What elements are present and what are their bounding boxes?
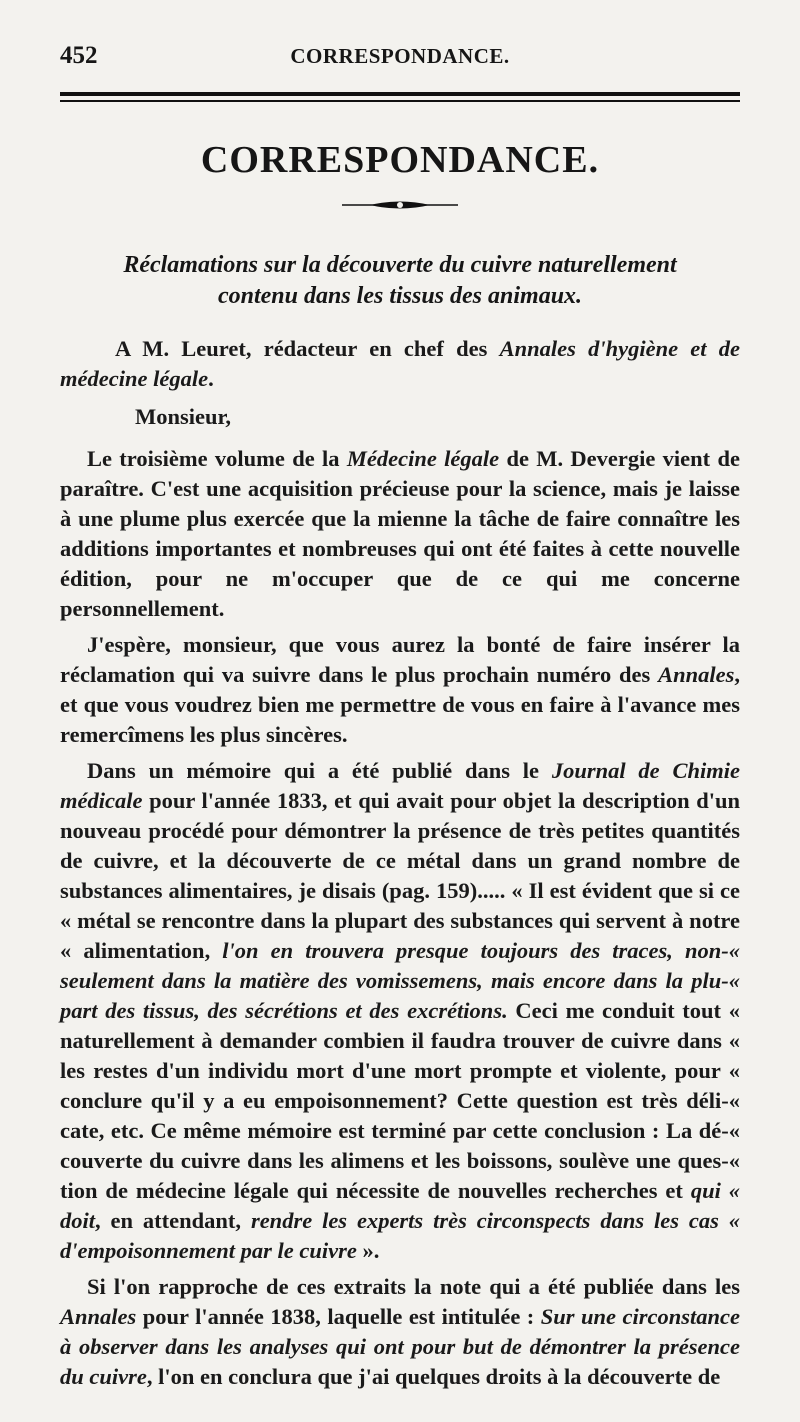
paragraph-4-text-a: Si l'on rapproche de ces extraits la note qui a été publiée dans les xyxy=(87,1274,740,1299)
paragraph-3-quote-italic-3: rendre les experts très circonspects dans les cas « d'empoisonnement par le cuivre xyxy=(60,1208,740,1263)
article-heading xyxy=(60,250,740,312)
letter-body xyxy=(60,334,740,1398)
paragraph-2-text-a: J'espère, monsieur, que vous aurez la bonté de faire insérer la réclamation qui va suivre dans le plus prochain numéro des xyxy=(60,632,740,687)
paragraph-3-quote-italic-1: l'on en trouvera presque toujours des traces, non-« seulement dans la matière des vomissemens, mais encore dans la plu-« part des tissus, des sécrétions et des excrétions. xyxy=(60,938,740,1023)
paragraph-3-text-c: Ceci me conduit tout « naturellement à demander combien il faudra trouver de cuivre dans « les restes d'un individu mort d'une mort prompte et violente, pour « conclure qu'il y a eu empoisonnement? Cette question est très déli-« cate, etc. Ce même mémoire est terminé par cette conclusion : La dé-« couverte du cuivre dans les alimens et les boissons, soulève une ques-« tion de médecine légale qui nécessite de nouvelles recherches et xyxy=(60,998,740,1203)
ornament-divider-icon xyxy=(340,198,460,212)
addressee-journal: Annales d'hygiène et de médecine légale xyxy=(60,336,740,391)
section-title: CORRESPONDANCE. xyxy=(200,139,600,181)
paragraph-4 xyxy=(60,1272,740,1392)
paragraph-3-text-e: ». xyxy=(356,1238,380,1263)
paragraph-1-text-b: de M. Devergie vient de paraître. C'est une acquisition précieuse pour la science, mais je laisse à une plume plus exercée que la mienne la tâche de faire connaître les additions importantes et nombreuses qui ont été faites à cette nouvelle édition, pour ne m'occuper que de ce qui me concerne personnellement. xyxy=(60,446,740,621)
addressee-prefix: A M. Leuret, rédacteur en chef des xyxy=(115,336,500,361)
paragraph-3-quote-italic-2: qui « doit xyxy=(60,1178,741,1233)
salutation: Monsieur, xyxy=(135,404,232,429)
running-title: CORRESPONDANCE. xyxy=(290,44,510,68)
paragraph-4-journal: Annales xyxy=(60,1304,137,1329)
paragraph-4-text-b: pour l'année 1838, laquelle est intitulée : xyxy=(136,1304,541,1329)
running-head xyxy=(60,38,740,78)
paragraph-3-text-d: , en attendant, xyxy=(95,1208,251,1233)
paragraph-1 xyxy=(60,444,740,624)
header-rule-thick xyxy=(60,92,740,96)
paragraph-2-text-b: , et que vous voudrez bien me permettre de vous en faire à l'avance mes remercîmens les plus sincères. xyxy=(60,662,740,747)
header-rule xyxy=(60,92,740,104)
page-number: 452 xyxy=(60,42,98,69)
paragraph-2-journal: Annales xyxy=(658,662,735,687)
addressee-suffix: . xyxy=(208,366,214,391)
paragraph-3 xyxy=(60,756,740,1266)
paragraph-4-title: Sur une circonstance à observer dans les analyses qui ont pour but de démontrer la présence du cuivre xyxy=(60,1304,740,1389)
header-rule-thin xyxy=(60,100,740,102)
addressee-line xyxy=(60,334,740,394)
paragraph-4-text-c: , l'on en conclura que j'ai quelques droits à la découverte de xyxy=(146,1364,721,1389)
article-heading-line-2: contenu dans les tissus des animaux. xyxy=(217,283,583,309)
paragraph-3-text-b: pour l'année 1833, et qui avait pour objet la description d'un nouveau procédé pour démontrer la présence de très petites quantités de cuivre, et la découverte de ce métal dans un grand nombre de substances alimentaires, je disais (pag. 159)..... « Il est évident que si ce « métal se rencontre dans la plupart des substances qui servent à notre « alimentation, xyxy=(60,788,740,963)
article-heading-line-1: Réclamations sur la découverte du cuivre naturellement xyxy=(123,252,677,278)
paragraph-3-text-a: Dans un mémoire qui a été publié dans le xyxy=(87,758,552,783)
paragraph-3-journal: Journal de Chimie médicale xyxy=(60,758,740,813)
paragraph-1-book: Médecine légale xyxy=(346,446,500,471)
paragraph-1-text-a: Le troisième volume de la xyxy=(87,446,347,471)
paragraph-2 xyxy=(60,630,740,750)
